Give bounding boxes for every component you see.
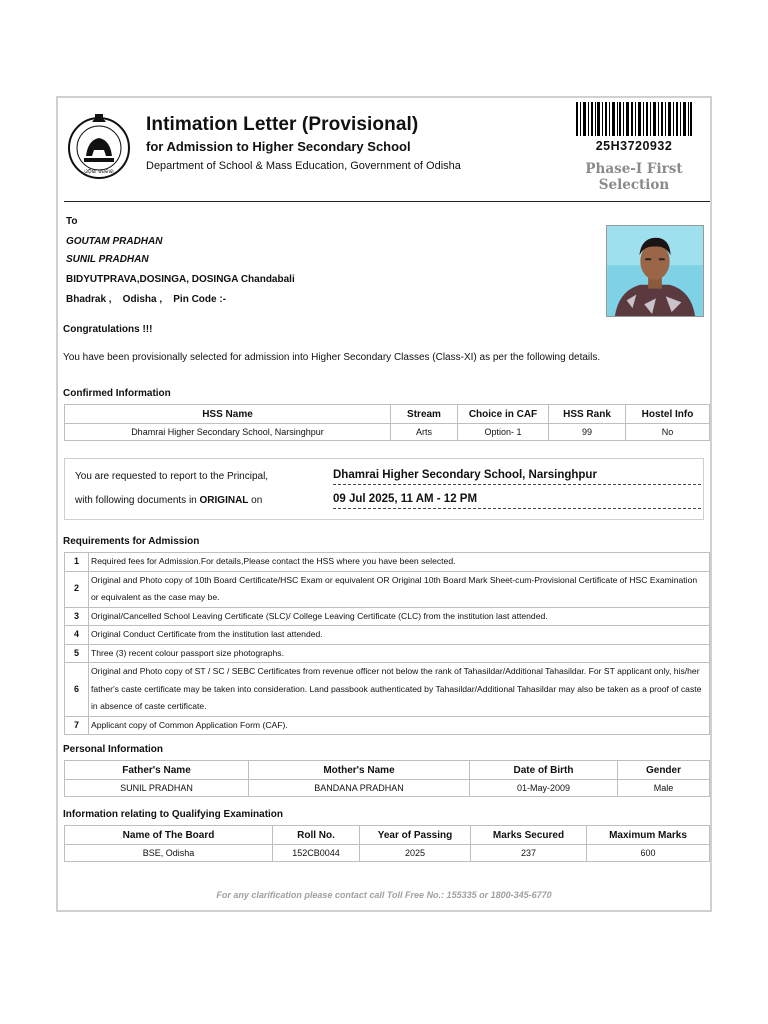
req-text: Three (3) recent colour passport size photographs. <box>89 644 710 663</box>
page-title: Intimation Letter (Provisional) <box>146 114 419 135</box>
req-text: Applicant copy of Common Application Form (CAF). <box>89 716 710 735</box>
personal-info-table <box>64 760 710 797</box>
req-text: Original Conduct Certificate from the institution last attended. <box>89 626 710 645</box>
col-dob: Date of Birth <box>470 761 618 780</box>
table-row <box>65 607 710 626</box>
address-line-3: BIDYUTPRAVA,DOSINGA, DOSINGA Chandabali <box>66 274 295 285</box>
col-marks-secured: Marks Secured <box>471 826 587 845</box>
report-instructions-box <box>64 458 704 520</box>
cell-hostel: No <box>626 424 710 441</box>
phase-line-1: Phase-I First <box>585 161 683 177</box>
address-to: To <box>66 216 78 227</box>
report-line-2-prefix: with following documents in <box>75 495 200 506</box>
table-row <box>65 716 710 735</box>
req-text: Original and Photo copy of 10th Board Certificate/HSC Exam or equivalent OR Original 10th Board Mark Sheet-cum-Provisional Certificate of HSC Examination or equivalent as the case may be. <box>89 571 710 607</box>
cell-marks-secured: 237 <box>471 845 587 862</box>
application-number: 25H3720932 <box>595 139 673 153</box>
req-number: 3 <box>65 607 89 626</box>
req-number: 1 <box>65 553 89 572</box>
congratulations-text: Congratulations !!! <box>63 324 153 335</box>
col-hostel: Hostel Info <box>626 405 710 424</box>
table-row <box>65 644 710 663</box>
report-line-1: You are requested to report to the Principal, <box>75 471 269 482</box>
qualifying-exam-heading: Information relating to Qualifying Examination <box>63 809 284 820</box>
cell-rank: 99 <box>549 424 626 441</box>
barcode-icon <box>576 102 692 136</box>
confirmed-info-table <box>64 404 710 441</box>
cell-choice: Option- 1 <box>458 424 549 441</box>
col-year-passing: Year of Passing <box>360 826 471 845</box>
selection-phase <box>576 161 692 193</box>
department-name: Department of School & Mass Education, Government of Odisha <box>146 160 461 172</box>
address-line-1: GOUTAM PRADHAN <box>66 236 163 247</box>
header-divider <box>64 201 710 202</box>
page-subtitle: for Admission to Higher Secondary School <box>146 139 411 154</box>
cell-gender: Male <box>618 780 710 797</box>
table-row <box>65 845 710 862</box>
cell-dob: 01-May-2009 <box>470 780 618 797</box>
selection-message: You have been provisionally selected for admission into Higher Secondary Classes (Class-XI) as per the following details. <box>63 352 601 363</box>
student-photo <box>606 225 704 317</box>
intimation-letter <box>56 96 712 912</box>
table-row <box>65 780 710 797</box>
col-gender: Gender <box>618 761 710 780</box>
col-roll-no: Roll No. <box>273 826 360 845</box>
cell-max-marks: 600 <box>587 845 710 862</box>
report-line-2-suffix: on <box>248 495 263 506</box>
report-datetime: 09 Jul 2025, 11 AM - 12 PM <box>333 493 701 509</box>
report-line-2 <box>75 495 262 506</box>
requirements-table <box>64 552 710 735</box>
cell-stream: Arts <box>391 424 458 441</box>
phase-line-2: Selection <box>598 177 670 193</box>
odisha-emblem-icon <box>66 106 132 182</box>
col-stream: Stream <box>391 405 458 424</box>
report-original-label: ORIGINAL <box>199 495 249 506</box>
requirements-heading: Requirements for Admission <box>63 536 200 547</box>
col-hss-name: HSS Name <box>65 405 391 424</box>
confirmed-info-heading: Confirmed Information <box>63 388 171 399</box>
req-number: 6 <box>65 663 89 717</box>
table-row <box>65 663 710 717</box>
address-line-2: SUNIL PRADHAN <box>66 254 149 265</box>
req-text: Original and Photo copy of ST / SC / SEBC Certificates from revenue officer not below the rank of Tahasildar/Additional Tahasildar. For ST applicant only, his/her father's caste certificate may be taken into consideration. Land passbook authenticated by Tahasildar/Additional Tahasildar may also be taken as a proof of caste in absence of caste certificate. <box>89 663 710 717</box>
cell-board-name: BSE, Odisha <box>65 845 273 862</box>
req-text: Original/Cancelled School Leaving Certificate (SLC)/ College Leaving Certificate (CLC) from the institution last attended. <box>89 607 710 626</box>
cell-year-passing: 2025 <box>360 845 471 862</box>
cell-roll-no: 152CB0044 <box>273 845 360 862</box>
table-row <box>65 424 710 441</box>
col-max-marks: Maximum Marks <box>587 826 710 845</box>
emblem-text: ଓଡ଼ିଶା ସରକାର <box>84 169 114 175</box>
req-number: 7 <box>65 716 89 735</box>
table-row <box>65 626 710 645</box>
col-mother-name: Mother's Name <box>249 761 470 780</box>
req-number: 4 <box>65 626 89 645</box>
req-number: 5 <box>65 644 89 663</box>
req-number: 2 <box>65 571 89 607</box>
table-row <box>65 571 710 607</box>
report-school-name: Dhamrai Higher Secondary School, Narsinghpur <box>333 469 701 485</box>
col-choice: Choice in CAF <box>458 405 549 424</box>
cell-father-name: SUNIL PRADHAN <box>65 780 249 797</box>
table-row <box>65 553 710 572</box>
cell-hss-name: Dhamrai Higher Secondary School, Narsinghpur <box>65 424 391 441</box>
col-board-name: Name of The Board <box>65 826 273 845</box>
address-line-4: Bhadrak , Odisha , Pin Code :- <box>66 294 227 305</box>
personal-info-heading: Personal Information <box>63 744 164 755</box>
req-text: Required fees for Admission.For details,Please contact the HSS where you have been selected. <box>89 553 710 572</box>
qualifying-exam-table <box>64 825 710 862</box>
col-rank: HSS Rank <box>549 405 626 424</box>
helpline-footer: For any clarification please contact call Toll Free No.: 155335 or 1800-345-6770 <box>216 890 552 900</box>
col-father-name: Father's Name <box>65 761 249 780</box>
cell-mother-name: BANDANA PRADHAN <box>249 780 470 797</box>
